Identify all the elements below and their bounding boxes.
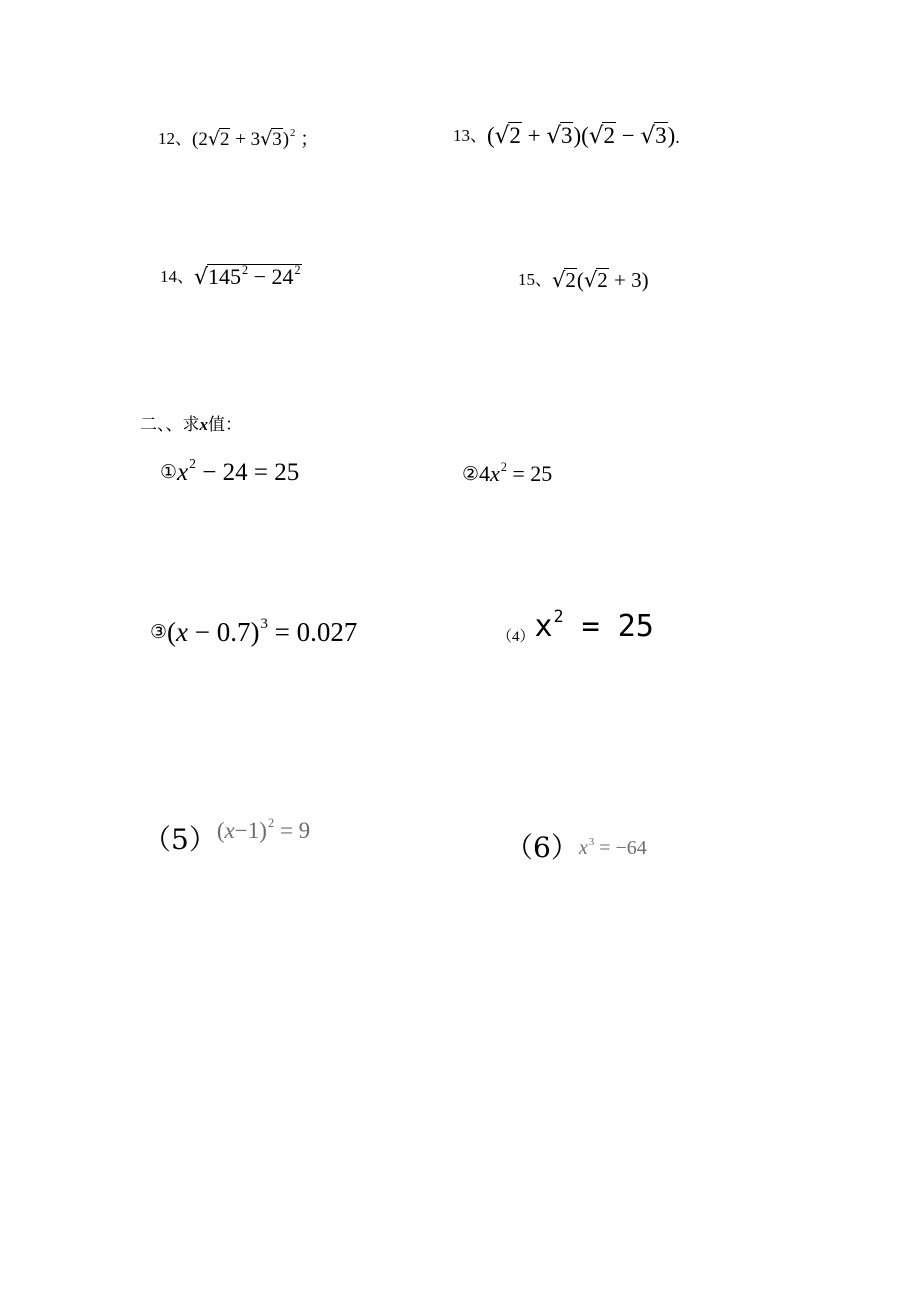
- exponent: 3: [588, 835, 595, 848]
- exponent: 2: [553, 606, 564, 626]
- problem-12-expression: $(2√2 + 3√3)^2$ ；: [192, 128, 320, 150]
- problem-number: 12、: [158, 129, 192, 148]
- exponent: 2: [189, 456, 197, 472]
- equation-marker: ②: [462, 462, 480, 485]
- sqrt-2: √2: [583, 268, 608, 292]
- sqrt-3: √3: [546, 123, 573, 149]
- equation-4-expression: $x^2 = 25$: [534, 606, 654, 644]
- sqrt-2: √2: [552, 268, 576, 292]
- equation-3-expression: $(x - 0.7)^3 = 0.027$: [167, 616, 358, 647]
- problem-14: [160, 264, 302, 289]
- equation-marker: ①: [160, 461, 178, 483]
- equation-4: [497, 606, 654, 645]
- section-heading: 二、、求x值：: [140, 415, 242, 435]
- exponent: 3: [260, 616, 268, 633]
- equation-1-expression: $x^2 - 24 = 25$: [177, 456, 300, 486]
- equation-6-expression: $x^3 = -64$: [578, 835, 647, 859]
- exponent: 2: [242, 262, 249, 277]
- sqrt-2: √2: [494, 123, 521, 149]
- sqrt-2: √2: [207, 128, 230, 150]
- equation-5: [143, 815, 311, 856]
- sqrt-3: √3: [640, 123, 667, 149]
- equation-2: [462, 459, 553, 486]
- problem-number: 14、: [160, 267, 194, 286]
- sqrt-3: √3: [260, 128, 282, 150]
- sqrt-expression: $√145^2 - 24^2$: [194, 262, 301, 290]
- problem-13: [453, 122, 680, 148]
- equation-2-expression: $4x^2 = 25$: [479, 459, 553, 486]
- problem-number: 15、: [518, 270, 552, 289]
- equation-marker: （5）: [143, 823, 217, 856]
- sqrt-2: √2: [588, 123, 615, 149]
- problem-15: [518, 268, 649, 291]
- problem-14-expression: [194, 264, 302, 289]
- equation-3: [150, 616, 358, 647]
- exponent: 2: [290, 128, 296, 140]
- equation-marker: （4）: [497, 628, 535, 645]
- equation-marker: （6）: [505, 831, 579, 864]
- exponent: 2: [267, 815, 275, 830]
- equation-marker: ③: [150, 621, 168, 643]
- equation-1: [160, 456, 300, 486]
- problem-13-expression: (√2 + √3)(√2 − √3).: [487, 123, 680, 149]
- equation-5-expression: $(x-1)^2 = 9$: [216, 815, 311, 843]
- exponent: 2: [294, 262, 301, 277]
- exponent: 2: [500, 459, 507, 474]
- equation-6: [505, 831, 647, 864]
- problem-number: 13、: [453, 125, 487, 145]
- problem-15-expression: √2(√2 + 3): [552, 268, 649, 292]
- problem-12: [158, 128, 319, 149]
